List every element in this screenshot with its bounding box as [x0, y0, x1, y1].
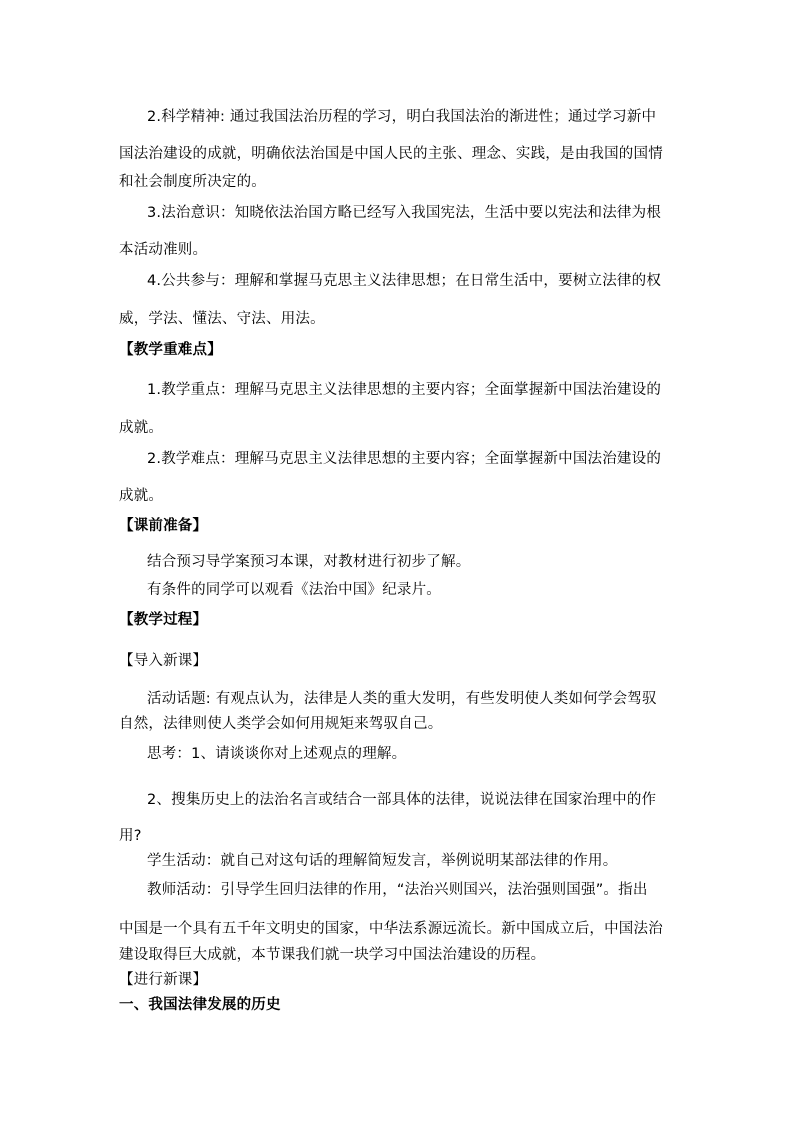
objective-4-line-1: 4.公共参与：理解和掌握马克思主义法律思想；在日常生活中，要树立法律的权: [147, 273, 662, 289]
student-activity-line: 学生活动：就自己对这句话的理解简短发言，举例说明某部法律的作用。: [147, 853, 618, 869]
activity-line-1: 活动话题: 有观点认为，法律是人类的重大发明，有些发明使人类如何学会驾驭: [147, 691, 657, 707]
key-point-1-line-2: 成就。: [119, 420, 164, 436]
teacher-activity-line-2: 中国是一个具有五千年文明史的国家，中华法系源远流长。新中国成立后，中国法治: [119, 921, 663, 937]
objective-3-line-2: 本活动准则。: [119, 242, 208, 258]
objective-2-line-1: 2.科学精神: 通过我国法治历程的学习，明白我国法治的渐进性；通过学习新中: [147, 109, 657, 125]
teacher-activity-line-1: 教师活动：引导学生回归法律的作用，“法治兴则国兴，法治强则国强”。指出: [147, 882, 648, 898]
key-point-2-line-2: 成就。: [119, 488, 164, 504]
question-2-line-1: 2、搜集历史上的法治名言或结合一部具体的法律，说说法律在国家治理中的作: [147, 792, 657, 808]
activity-line-2: 自然，法律则使人类学会如何用规矩来驾驭自己。: [119, 716, 443, 732]
teacher-activity-line-3: 建设取得巨大成就，本节课我们就一块学习中国法治建设的历程。: [119, 947, 546, 963]
section-1-heading: 一、我国法律发展的历史: [119, 997, 281, 1013]
preparation-heading: 【课前准备】: [119, 518, 208, 534]
key-points-heading: 【教学重难点】: [119, 342, 222, 358]
objective-4-line-2: 威，学法、懂法、守法、用法。: [119, 311, 325, 327]
new-lesson-heading: 【进行新课】: [119, 972, 208, 988]
intro-heading: 【导入新课】: [119, 653, 208, 669]
question-2-line-2: 用?: [119, 828, 142, 844]
objective-2-line-3: 和社会制度所决定的。: [119, 174, 266, 190]
key-point-1-line-1: 1.教学重点：理解马克思主义法律思想的主要内容；全面掌握新中国法治建设的: [147, 382, 662, 398]
objective-3-line-1: 3.法治意识：知晓依法治国方略已经写入我国宪法，生活中要以宪法和法律为根: [147, 205, 662, 221]
objective-2-line-2: 国法治建设的成就，明确依法治国是中国人民的主张、理念、实践，是由我国的国情: [119, 146, 663, 162]
preparation-line-1: 结合预习导学案预习本课，对教材进行初步了解。: [147, 554, 471, 570]
think-line: 思考：1、请谈谈你对上述观点的理解。: [147, 746, 407, 762]
process-heading: 【教学过程】: [119, 612, 208, 628]
key-point-2-line-1: 2.教学难点：理解马克思主义法律思想的主要内容；全面掌握新中国法治建设的: [147, 451, 662, 467]
preparation-line-2: 有条件的同学可以观看《法治中国》纪录片。: [147, 582, 441, 598]
